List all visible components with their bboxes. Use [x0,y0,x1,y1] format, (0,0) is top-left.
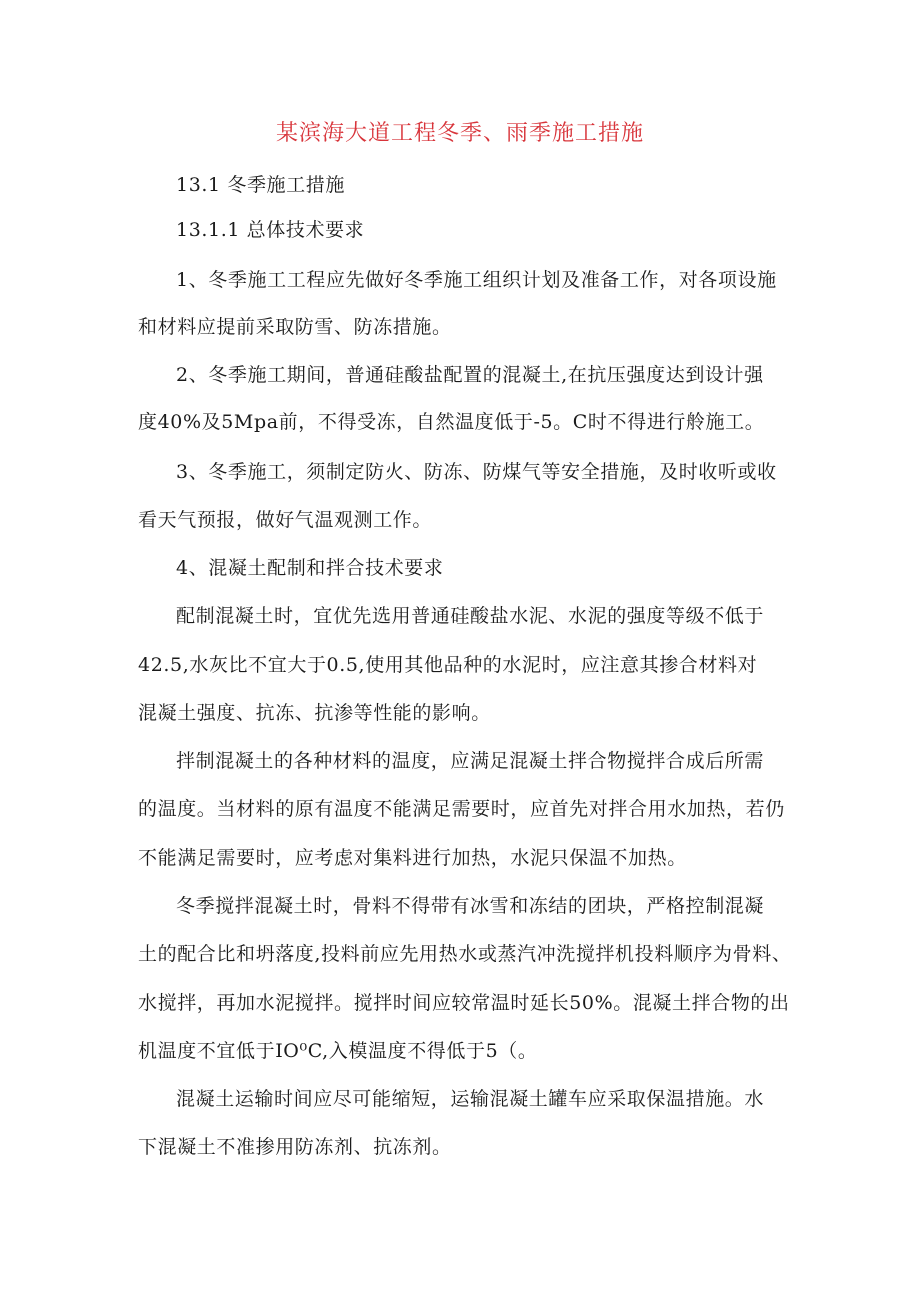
paragraph-5-line-2: 42.5,水灰比不宜大于0.5,使用其他品种的水泥时，应注意其掺合材料对 [138,654,758,676]
section-heading: 13.1 冬季施工措施 [176,174,345,196]
paragraph-4-line-1: 4、混凝土配制和拌合技术要求 [176,557,444,579]
paragraph-6-line-3: 不能满足需要时，应考虑对集料进行加热，水泥只保温不加热。 [138,847,687,869]
paragraph-7-line-2: 土的配合比和坍落度,投料前应先用热水或蒸汽冲洗搅拌机投料顺序为骨料、 [138,943,792,965]
subsection-heading: 13.1.1 总体技术要求 [176,219,365,241]
paragraph-1-line-1: 1、冬季施工工程应先做好冬季施工组织计划及准备工作，对各项设施 [176,269,777,291]
paragraph-7-line-1: 冬季搅拌混凝土时，骨料不得带有冰雪和冻结的团块，严格控制混凝 [176,895,765,917]
paragraph-6-line-2: 的温度。当材料的原有温度不能满足需要时，应首先对拌合用水加热，若仍 [138,798,785,820]
paragraph-7-line-4: 机温度不宜低于IO⁰C,入模温度不得低于5（。 [138,1040,538,1062]
paragraph-1-line-2: 和材料应提前采取防雪、防冻措施。 [138,316,452,338]
paragraph-3-line-2: 看天气预报，做好气温观测工作。 [138,509,433,531]
paragraph-8-line-1: 混凝土运输时间应尽可能缩短，运输混凝土罐车应采取保温措施。水 [176,1088,765,1110]
paragraph-8-line-2: 下混凝土不准掺用防冻剂、抗冻剂。 [138,1136,452,1158]
paragraph-2-line-2: 度40%及5Mpa前，不得受冻，自然温度低于-5。C时不得进行舲施工。 [138,411,765,433]
document-title: 某滨海大道工程冬季、雨季施工措施 [275,121,644,146]
paragraph-5-line-1: 配制混凝土时，宜优先选用普通硅酸盐水泥、水泥的强度等级不低于 [176,605,765,627]
paragraph-5-line-3: 混凝土强度、抗冻、抗渗等性能的影响。 [138,702,491,724]
paragraph-2-line-1: 2、冬季施工期间，普通硅酸盐配置的混凝土,在抗压强度达到设计强 [176,364,764,386]
paragraph-7-line-3: 水搅拌，再加水泥搅拌。搅拌时间应较常温时延长50%。混凝土拌合物的出 [138,992,790,1014]
paragraph-3-line-1: 3、冬季施工，须制定防火、防冻、防煤气等安全措施，及时收听或收 [176,461,777,483]
paragraph-6-line-1: 拌制混凝土的各种材料的温度，应满足混凝土拌合物搅拌合成后所需 [176,750,765,772]
